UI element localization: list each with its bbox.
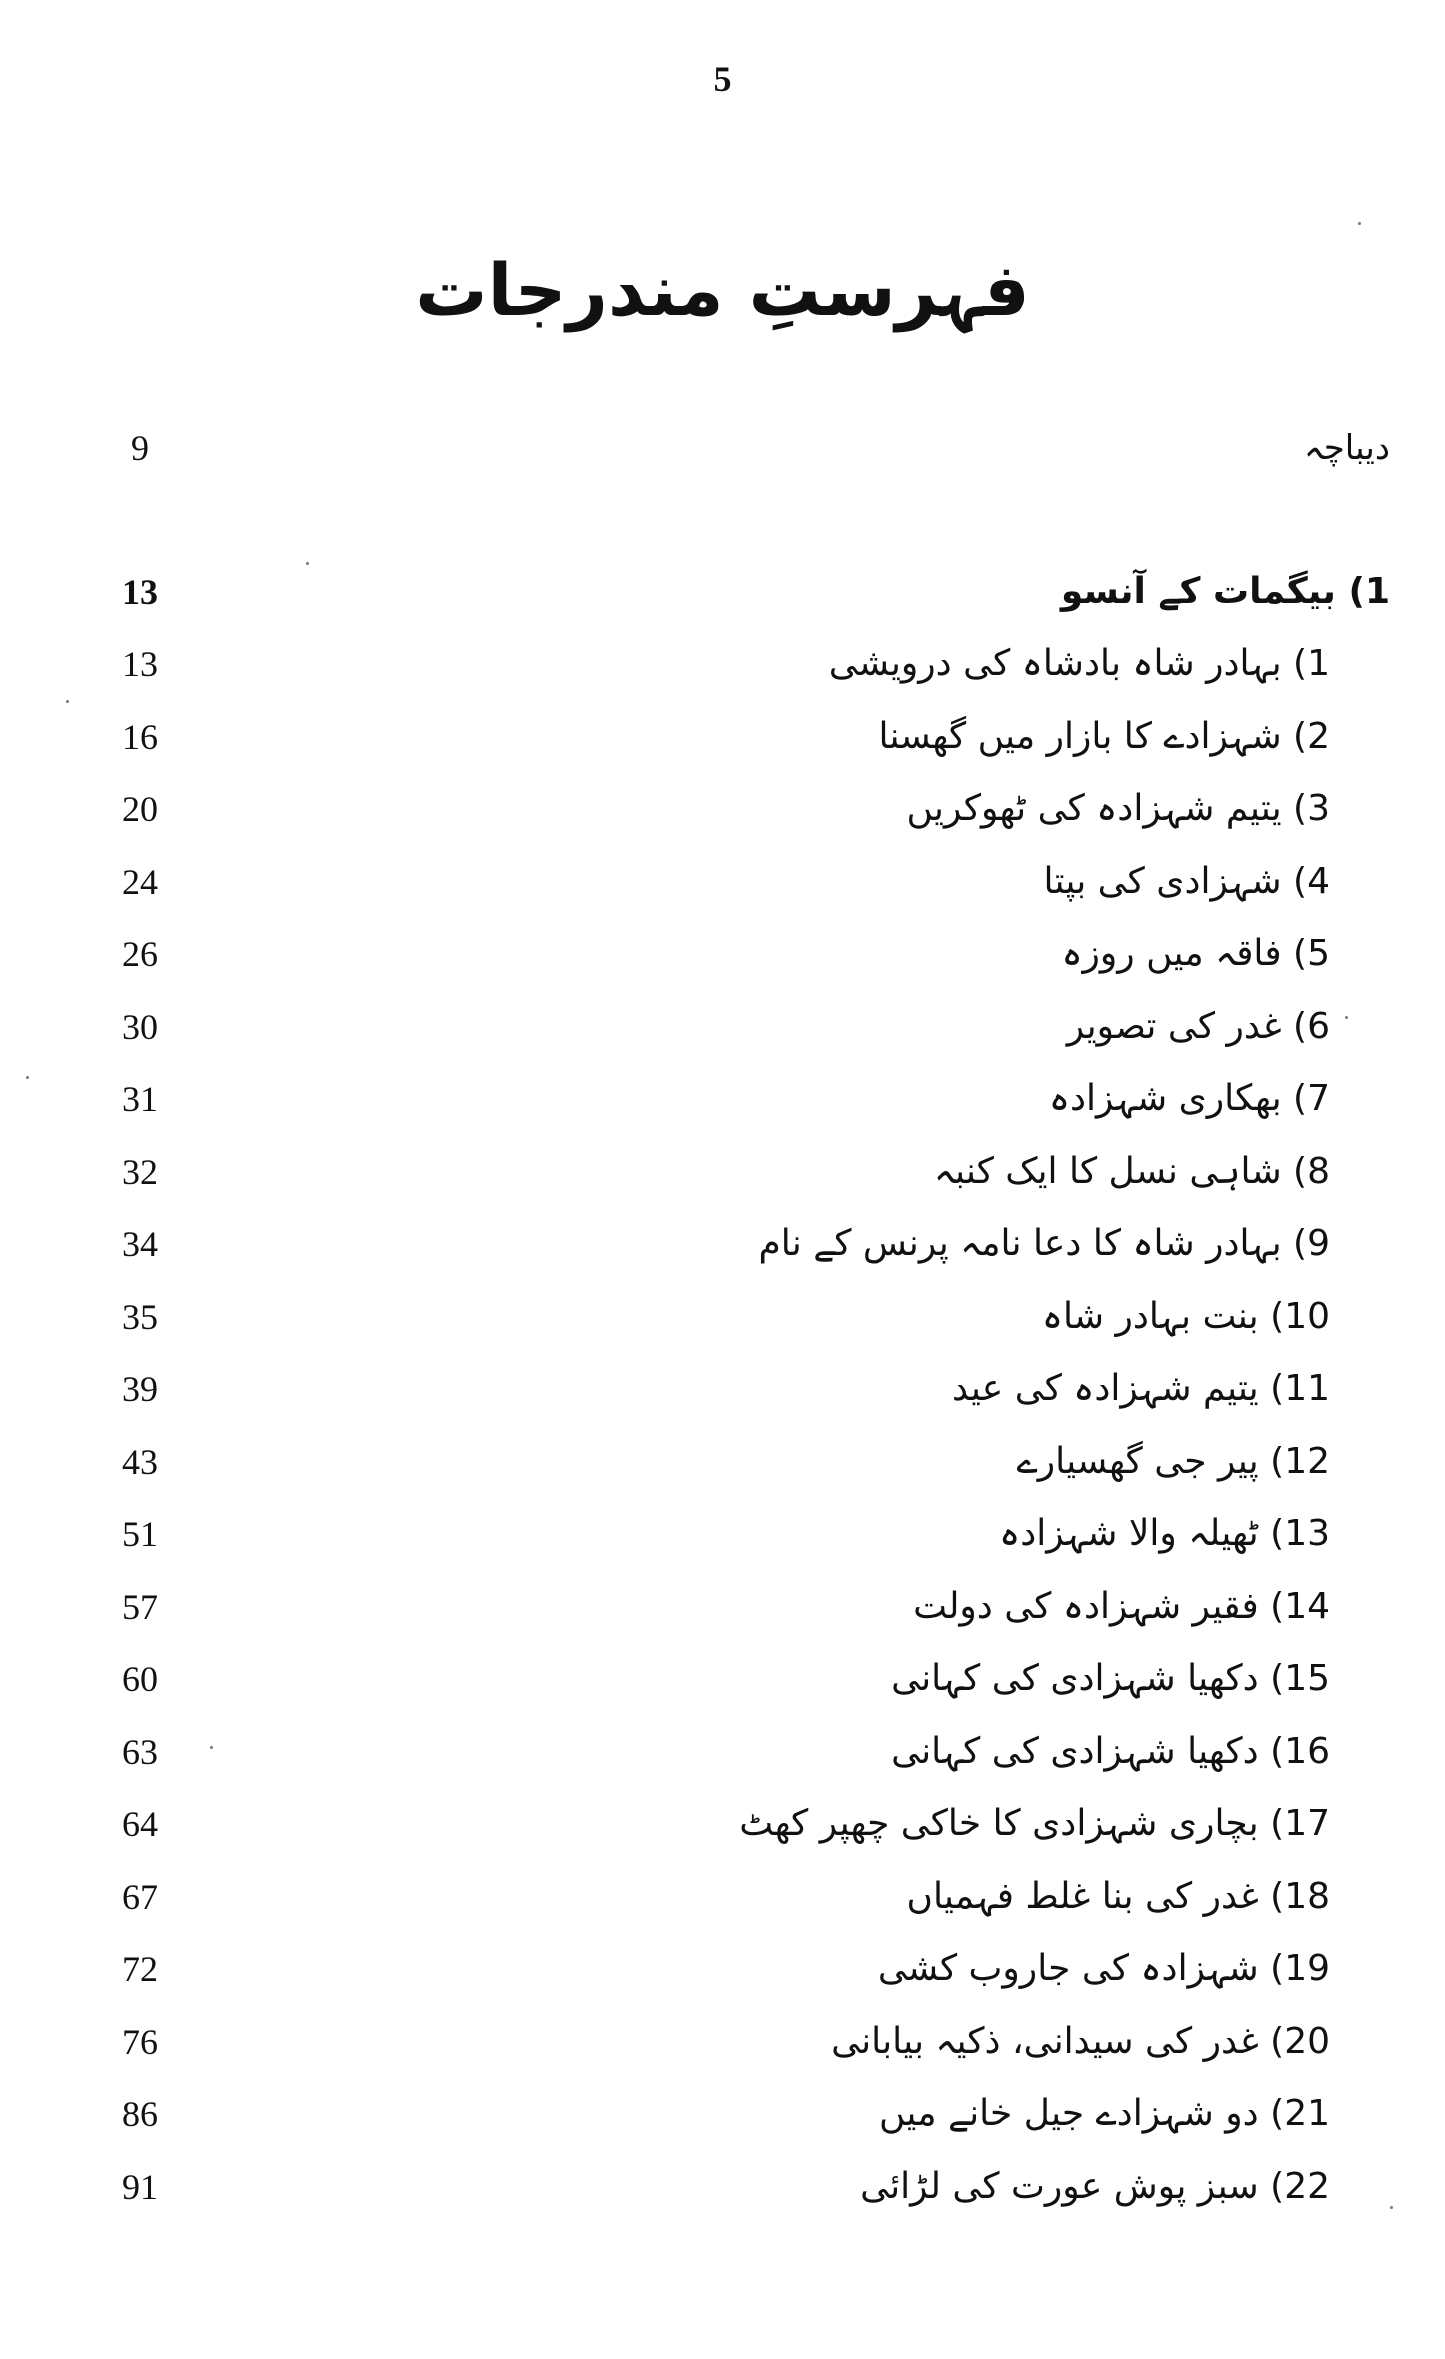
toc-entry-label: 1) بہادر شاہ بادشاہ کی درویشی: [828, 643, 1330, 684]
toc-entry-label: 11) یتیم شہزادہ کی عید: [952, 1368, 1330, 1409]
toc-entry-row: [100, 1722, 1390, 1782]
scan-speck: [306, 562, 309, 565]
toc-chapter-row: [100, 562, 1390, 622]
toc-entry-page: 43: [122, 1441, 158, 1482]
toc-entry-page: 34: [122, 1224, 158, 1264]
toc-entry-row: [100, 1069, 1390, 1129]
page-number: 5: [713, 59, 732, 99]
toc-entry-page: 31: [122, 1079, 158, 1119]
toc-entry-page: 35: [122, 1296, 158, 1337]
toc-entry-row: [100, 997, 1390, 1057]
scan-speck: [210, 1746, 213, 1749]
toc-entry-label: 15) دکھیا شہزادی کی کہانی: [891, 1658, 1330, 1699]
toc-entry-row: [100, 1939, 1390, 1999]
toc-entry-page: 13: [122, 644, 158, 684]
toc-entry-page: 16: [122, 716, 158, 757]
toc-chapter-page: 13: [122, 572, 158, 612]
toc-entry-page: 26: [122, 934, 158, 974]
toc-entry-label: 6) غدر کی تصویر: [1066, 1005, 1330, 1047]
scan-speck: [1358, 222, 1361, 225]
scan-speck: [1390, 2206, 1393, 2209]
toc-entry-row: [100, 1142, 1390, 1202]
toc-entry-row: [100, 852, 1390, 912]
toc-preface-row: [100, 418, 1390, 478]
toc-entry-label: 20) غدر کی سیدانی، ذکیہ بیابانی: [831, 2020, 1330, 2062]
toc-entry-row: [100, 2012, 1390, 2072]
toc-entry-page: 20: [122, 789, 158, 829]
toc-entry-label: 22) سبز پوش عورت کی لڑائی: [860, 2165, 1330, 2207]
toc-entry-label: 13) ٹھیلہ والا شہزادہ: [999, 1513, 1330, 1554]
toc-entry-page: 72: [122, 1949, 158, 1989]
toc-entry-page: 57: [122, 1586, 158, 1627]
toc-entry-page: 60: [122, 1659, 158, 1699]
toc-entry-label: 12) پیر جی گھسیارے: [1016, 1440, 1330, 1482]
toc-entry-label: 3) یتیم شہزادہ کی ٹھوکریں: [906, 788, 1330, 829]
toc-entry-row: [100, 1649, 1390, 1709]
scan-speck: [66, 700, 69, 703]
toc-entry-label: 5) فاقہ میں روزہ: [1061, 933, 1330, 974]
scan-speck: [1345, 1016, 1348, 1019]
toc-entry-row: [100, 1359, 1390, 1419]
toc-entry-row: [100, 707, 1390, 767]
toc-entry-label: 17) بچاری شہزادی کا خاکی چھپر کھٹ: [739, 1803, 1330, 1844]
toc-entry-page: 86: [122, 2094, 158, 2134]
toc-entry-row: [100, 1504, 1390, 1564]
toc-entry-page: 24: [122, 861, 158, 902]
toc-entry-row: [100, 779, 1390, 839]
toc-entry-row: [100, 1287, 1390, 1347]
toc-entry-row: [100, 1867, 1390, 1927]
toc-entry-row: [100, 1577, 1390, 1637]
toc-entry-page: 63: [122, 1731, 158, 1772]
toc-entry-label: 9) بہادر شاہ کا دعا نامہ پرنس کے نام: [758, 1223, 1330, 1264]
toc-entry-label: 18) غدر کی بنا غلط فہمیاں: [906, 1875, 1330, 1917]
toc-chapter-label: 1) بیگمات کے آنسو: [1060, 571, 1390, 612]
scan-speck: [26, 1076, 29, 1079]
toc-entry-row: [100, 2084, 1390, 2144]
toc-entry-row: [100, 1432, 1390, 1492]
page-title: فہرستِ مندرجات: [415, 248, 1030, 332]
toc-entry-row: [100, 1794, 1390, 1854]
toc-entry-label: 4) شہزادی کی بپتا: [1043, 860, 1330, 902]
toc-entry-label: 2) شہزادے کا بازار میں گھسنا: [878, 715, 1330, 757]
toc-entry-label: 14) فقیر شہزادہ کی دولت: [913, 1585, 1330, 1627]
toc-entry-row: [100, 1214, 1390, 1274]
toc-entry-page: 91: [122, 2166, 158, 2207]
toc-preface-page: 9: [131, 428, 149, 468]
toc-entry-page: 76: [122, 2021, 158, 2062]
toc-entry-page: 30: [122, 1006, 158, 1047]
toc-entry-label: 8) شاہی نسل کا ایک کنبہ: [933, 1150, 1330, 1192]
toc-entry-row: [100, 2157, 1390, 2217]
toc-preface-label: دیباچہ: [1303, 428, 1390, 468]
toc-entry-page: 64: [122, 1804, 158, 1844]
toc-entry-page: 67: [122, 1876, 158, 1917]
toc-entry-label: 10) بنت بہادر شاہ: [1041, 1295, 1330, 1337]
toc-entry-page: 39: [122, 1369, 158, 1409]
toc-entry-label: 16) دکھیا شہزادی کی کہانی: [891, 1730, 1330, 1772]
toc-entry-row: [100, 634, 1390, 694]
toc-entry-label: 21) دو شہزادے جیل خانے میں: [878, 2093, 1330, 2134]
toc-entry-label: 19) شہزادہ کی جاروب کشی: [877, 1948, 1330, 1989]
toc-entry-page: 51: [122, 1514, 158, 1554]
toc-entry-row: [100, 924, 1390, 984]
toc-entry-label: 7) بھکاری شہزادہ: [1048, 1078, 1330, 1119]
toc-entry-page: 32: [122, 1151, 158, 1192]
